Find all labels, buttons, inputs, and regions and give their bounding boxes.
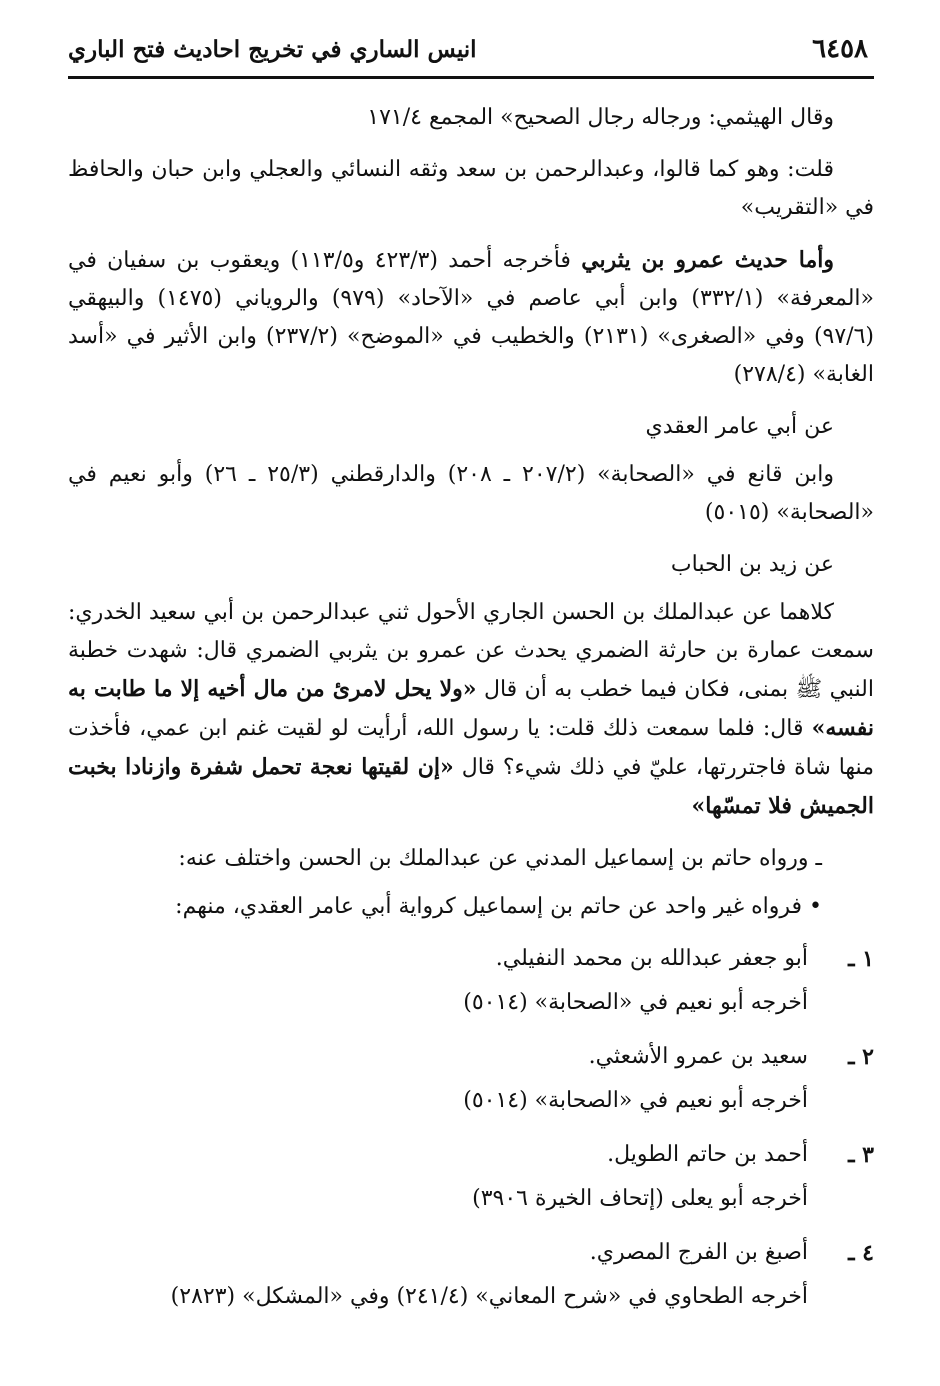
page-number: ٦٤٥٨	[812, 34, 868, 64]
list-item	[68, 1136, 874, 1218]
hadith-narration-a: كلاهما عن عبدالملك بن الحسن الجاري الأحول ثني عبدالرحمن بن أبي سعيد الخدري: سمعت عمارة بن حارثة الضمري يحدث عن عمرو بن يثربي الضمري قال: شهدت خطبة النبي ﷺ بمنى، فكان فيما خطب به أن قال	[68, 600, 875, 702]
paragraph-chain-2: عن زيد بن الحباب	[670, 552, 834, 577]
running-title: انيس الساري في تخريج احاديث فتح الباري	[68, 36, 477, 63]
page-body	[68, 79, 874, 1316]
hadith-quote-1: «ولا يحل لامرئ من مال أخيه إلا ما طابت به نفسه»	[68, 676, 874, 741]
list-item	[68, 1234, 874, 1316]
paragraph-comment-text: قلت: وهو كما قالوا، وعبدالرحمن بن سعد وثقه النسائي والعجلي وابن حبان والحافظ في «التقريب»	[68, 157, 874, 220]
paragraph-bullet: • فرواه غير واحد عن حاتم بن إسماعيل كرواية أبي عامر العقدي، منهم:	[175, 894, 822, 919]
paragraph-comment	[68, 151, 874, 227]
paragraph-qani	[68, 456, 874, 532]
hadith-sources: فأخرجه أحمد (٤٢٣/٣ و١١٣/٥) ويعقوب بن سفيان في «المعرفة» (٣٣٢/١) وابن أبي عاصم في «الآحاد» (٩٧٩) والروياني (١٤٧٥) والبيهقي (٩٧/٦) وفي «الصغرى» (٢١٣١) والخطيب في «الموضح» (٢٣٧/٢) وابن الأثير في «أسد الغابة» (٢٧٨/٤)	[68, 248, 875, 387]
list-item-source: أخرجه أبو يعلى (إتحاف الخيرة ٣٩٠٦)	[472, 1186, 808, 1211]
hadith-narration-c: قال: فلما سمعت ذلك قلت: يا رسول الله، أرأيت لو لقيت غنم ابن عمي، فأخذت منها شاة فاجتررتها، عليّ في ذلك شيء؟ قال	[68, 716, 874, 780]
page-header	[68, 0, 874, 79]
paragraph-haythami: وقال الهيثمي: ورجاله رجال الصحيح» المجمع ١٧١/٤	[367, 105, 834, 130]
list-item-source: أخرجه أبو نعيم في «الصحابة» (٥٠١٤)	[463, 1088, 808, 1113]
list-item-number: ٢ ـ	[848, 1044, 874, 1070]
paragraph-amr-hadith	[68, 241, 874, 394]
list-item-name: سعيد بن عمرو الأشعثي.	[588, 1044, 808, 1069]
paragraph-hadith-text	[68, 594, 874, 826]
hadith-heading: وأما حديث عمرو بن يثربي	[581, 247, 834, 273]
list-item-number: ٣ ـ	[848, 1142, 874, 1168]
list-item-name: أبو جعفر عبدالله بن محمد النفيلي.	[495, 946, 808, 971]
narrator-list	[68, 940, 874, 1316]
paragraph-chain-1: عن أبي عامر العقدي	[645, 414, 834, 439]
list-item-name: أحمد بن حاتم الطويل.	[607, 1142, 808, 1167]
list-item	[68, 940, 874, 1022]
hadith-quote-2: «إن لقيتها نعجة تحمل شفرة وازنادا بخبت الجميش فلا تمسّها»	[68, 754, 874, 819]
list-item-number: ١ ـ	[848, 946, 874, 972]
list-item-number: ٤ ـ	[848, 1240, 874, 1266]
paragraph-qani-text: وابن قانع في «الصحابة» (٢٠٧/٢ ـ ٢٠٨) والدارقطني (٢٥/٣ ـ ٢٦) وأبو نعيم في «الصحابة» (٥٠١٥)	[68, 462, 874, 525]
list-item	[68, 1038, 874, 1120]
list-item-source: أخرجه أبو نعيم في «الصحابة» (٥٠١٤)	[463, 990, 808, 1015]
list-item-name: أصبغ بن الفرج المصري.	[589, 1240, 808, 1265]
list-item-source: أخرجه الطحاوي في «شرح المعاني» (٢٤١/٤) وفي «المشكل» (٢٨٢٣)	[170, 1284, 808, 1309]
paragraph-hatim: ـ ورواه حاتم بن إسماعيل المدني عن عبدالملك بن الحسن واختلف عنه:	[178, 846, 822, 871]
